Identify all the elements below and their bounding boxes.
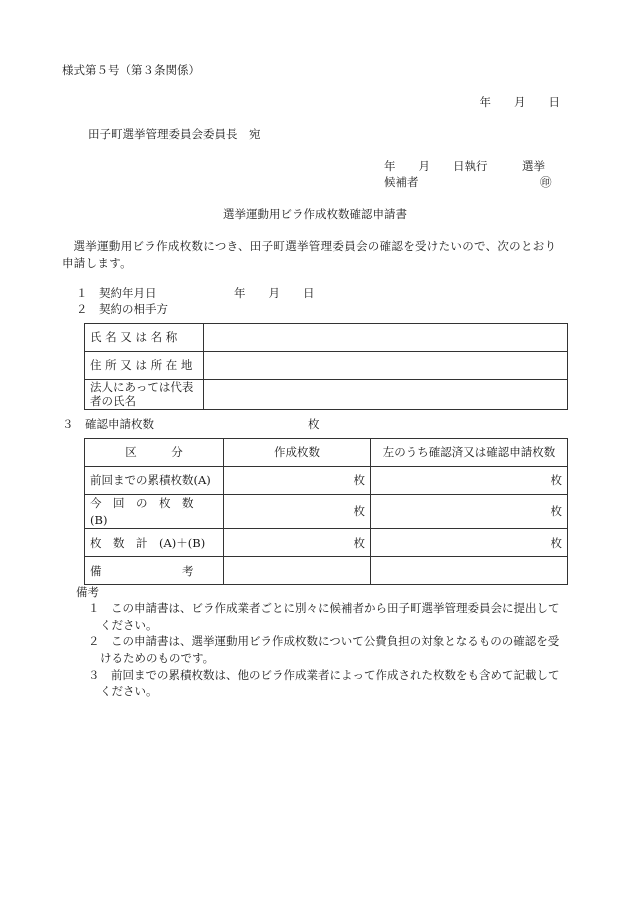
- notes-list: [88, 600, 568, 700]
- candidate-label: 候補者: [384, 175, 419, 189]
- row-label: 今 回 の 枚 数 (B): [85, 495, 224, 529]
- party-label-name: 氏 名 又 は 名 称: [85, 324, 204, 352]
- party-table: [84, 323, 568, 410]
- note-item: [88, 667, 568, 700]
- row-label: 枚 数 計 (A)＋(B): [85, 529, 224, 557]
- count-table: [84, 438, 568, 585]
- item1-date: 年 月 日: [234, 286, 315, 300]
- note-number: ３: [88, 667, 100, 682]
- row-confirmed[interactable]: 枚: [371, 529, 568, 557]
- table-row: [85, 529, 568, 557]
- note-text: 前回までの累積枚数は、他のビラ作成業者によって作成された枚数をも含めて記載してください。: [100, 667, 560, 699]
- table-row: [85, 324, 568, 352]
- row-created[interactable]: 枚: [224, 495, 371, 529]
- item2-label: ２ 契約の相手方: [76, 302, 168, 316]
- intro-paragraph: 選挙運動用ビラ作成枚数につき、田子町選挙管理委員会の確認を受けたいので、次のとおり申請します。: [62, 239, 557, 270]
- document-title: 選挙運動用ビラ作成枚数確認申請書: [223, 207, 407, 221]
- note-number: ２: [88, 634, 100, 649]
- row-created[interactable]: 枚: [224, 467, 371, 495]
- form-label: 様式第５号（第３条関係）: [62, 63, 200, 77]
- table-row: [85, 352, 568, 380]
- note-number: １: [88, 601, 100, 615]
- row-label: 前回までの累積枚数(A): [85, 467, 224, 495]
- item1-label: １ 契約年月日: [76, 286, 157, 300]
- header-confirmed: 左のうち確認済又は確認申請枚数: [371, 439, 568, 467]
- election-line: 年 月 日執行 選挙: [384, 159, 545, 173]
- party-value-name[interactable]: [204, 324, 568, 352]
- note-item: [88, 600, 568, 633]
- party-label-representative: 法人にあっては代表者の氏名: [85, 380, 204, 410]
- table-header-row: [85, 439, 568, 467]
- table-row: [85, 467, 568, 495]
- item3-unit: 枚: [308, 417, 320, 431]
- addressee: 田子町選挙管理委員会委員長 宛: [88, 127, 261, 141]
- item3-label: ３ 確認申請枚数: [62, 417, 154, 431]
- date-line: 年 月 日: [479, 95, 560, 109]
- row-confirmed[interactable]: 枚: [371, 467, 568, 495]
- party-value-representative[interactable]: [204, 380, 568, 410]
- row-label: 備 考: [85, 557, 224, 585]
- note-item: [88, 633, 568, 666]
- party-value-address[interactable]: [204, 352, 568, 380]
- header-category: 区 分: [85, 439, 224, 467]
- row-created[interactable]: [224, 557, 371, 585]
- table-row: [85, 557, 568, 585]
- header-created: 作成枚数: [224, 439, 371, 467]
- row-confirmed[interactable]: [371, 557, 568, 585]
- row-confirmed[interactable]: 枚: [371, 495, 568, 529]
- note-text: この申請書は、選挙運動用ビラ作成枚数について公費負担の対象となるものの確認を受けるためのものです。: [100, 634, 560, 666]
- party-label-address: 住 所 又 は 所 在 地: [85, 352, 204, 380]
- note-text: この申請書は、ビラ作成業者ごとに別々に候補者から田子町選挙管理委員会に提出してください。: [100, 601, 560, 632]
- seal-icon: ㊞: [540, 175, 552, 189]
- row-created[interactable]: 枚: [224, 529, 371, 557]
- table-row: [85, 495, 568, 529]
- table-row: [85, 380, 568, 410]
- notes-title: 備考: [76, 585, 99, 599]
